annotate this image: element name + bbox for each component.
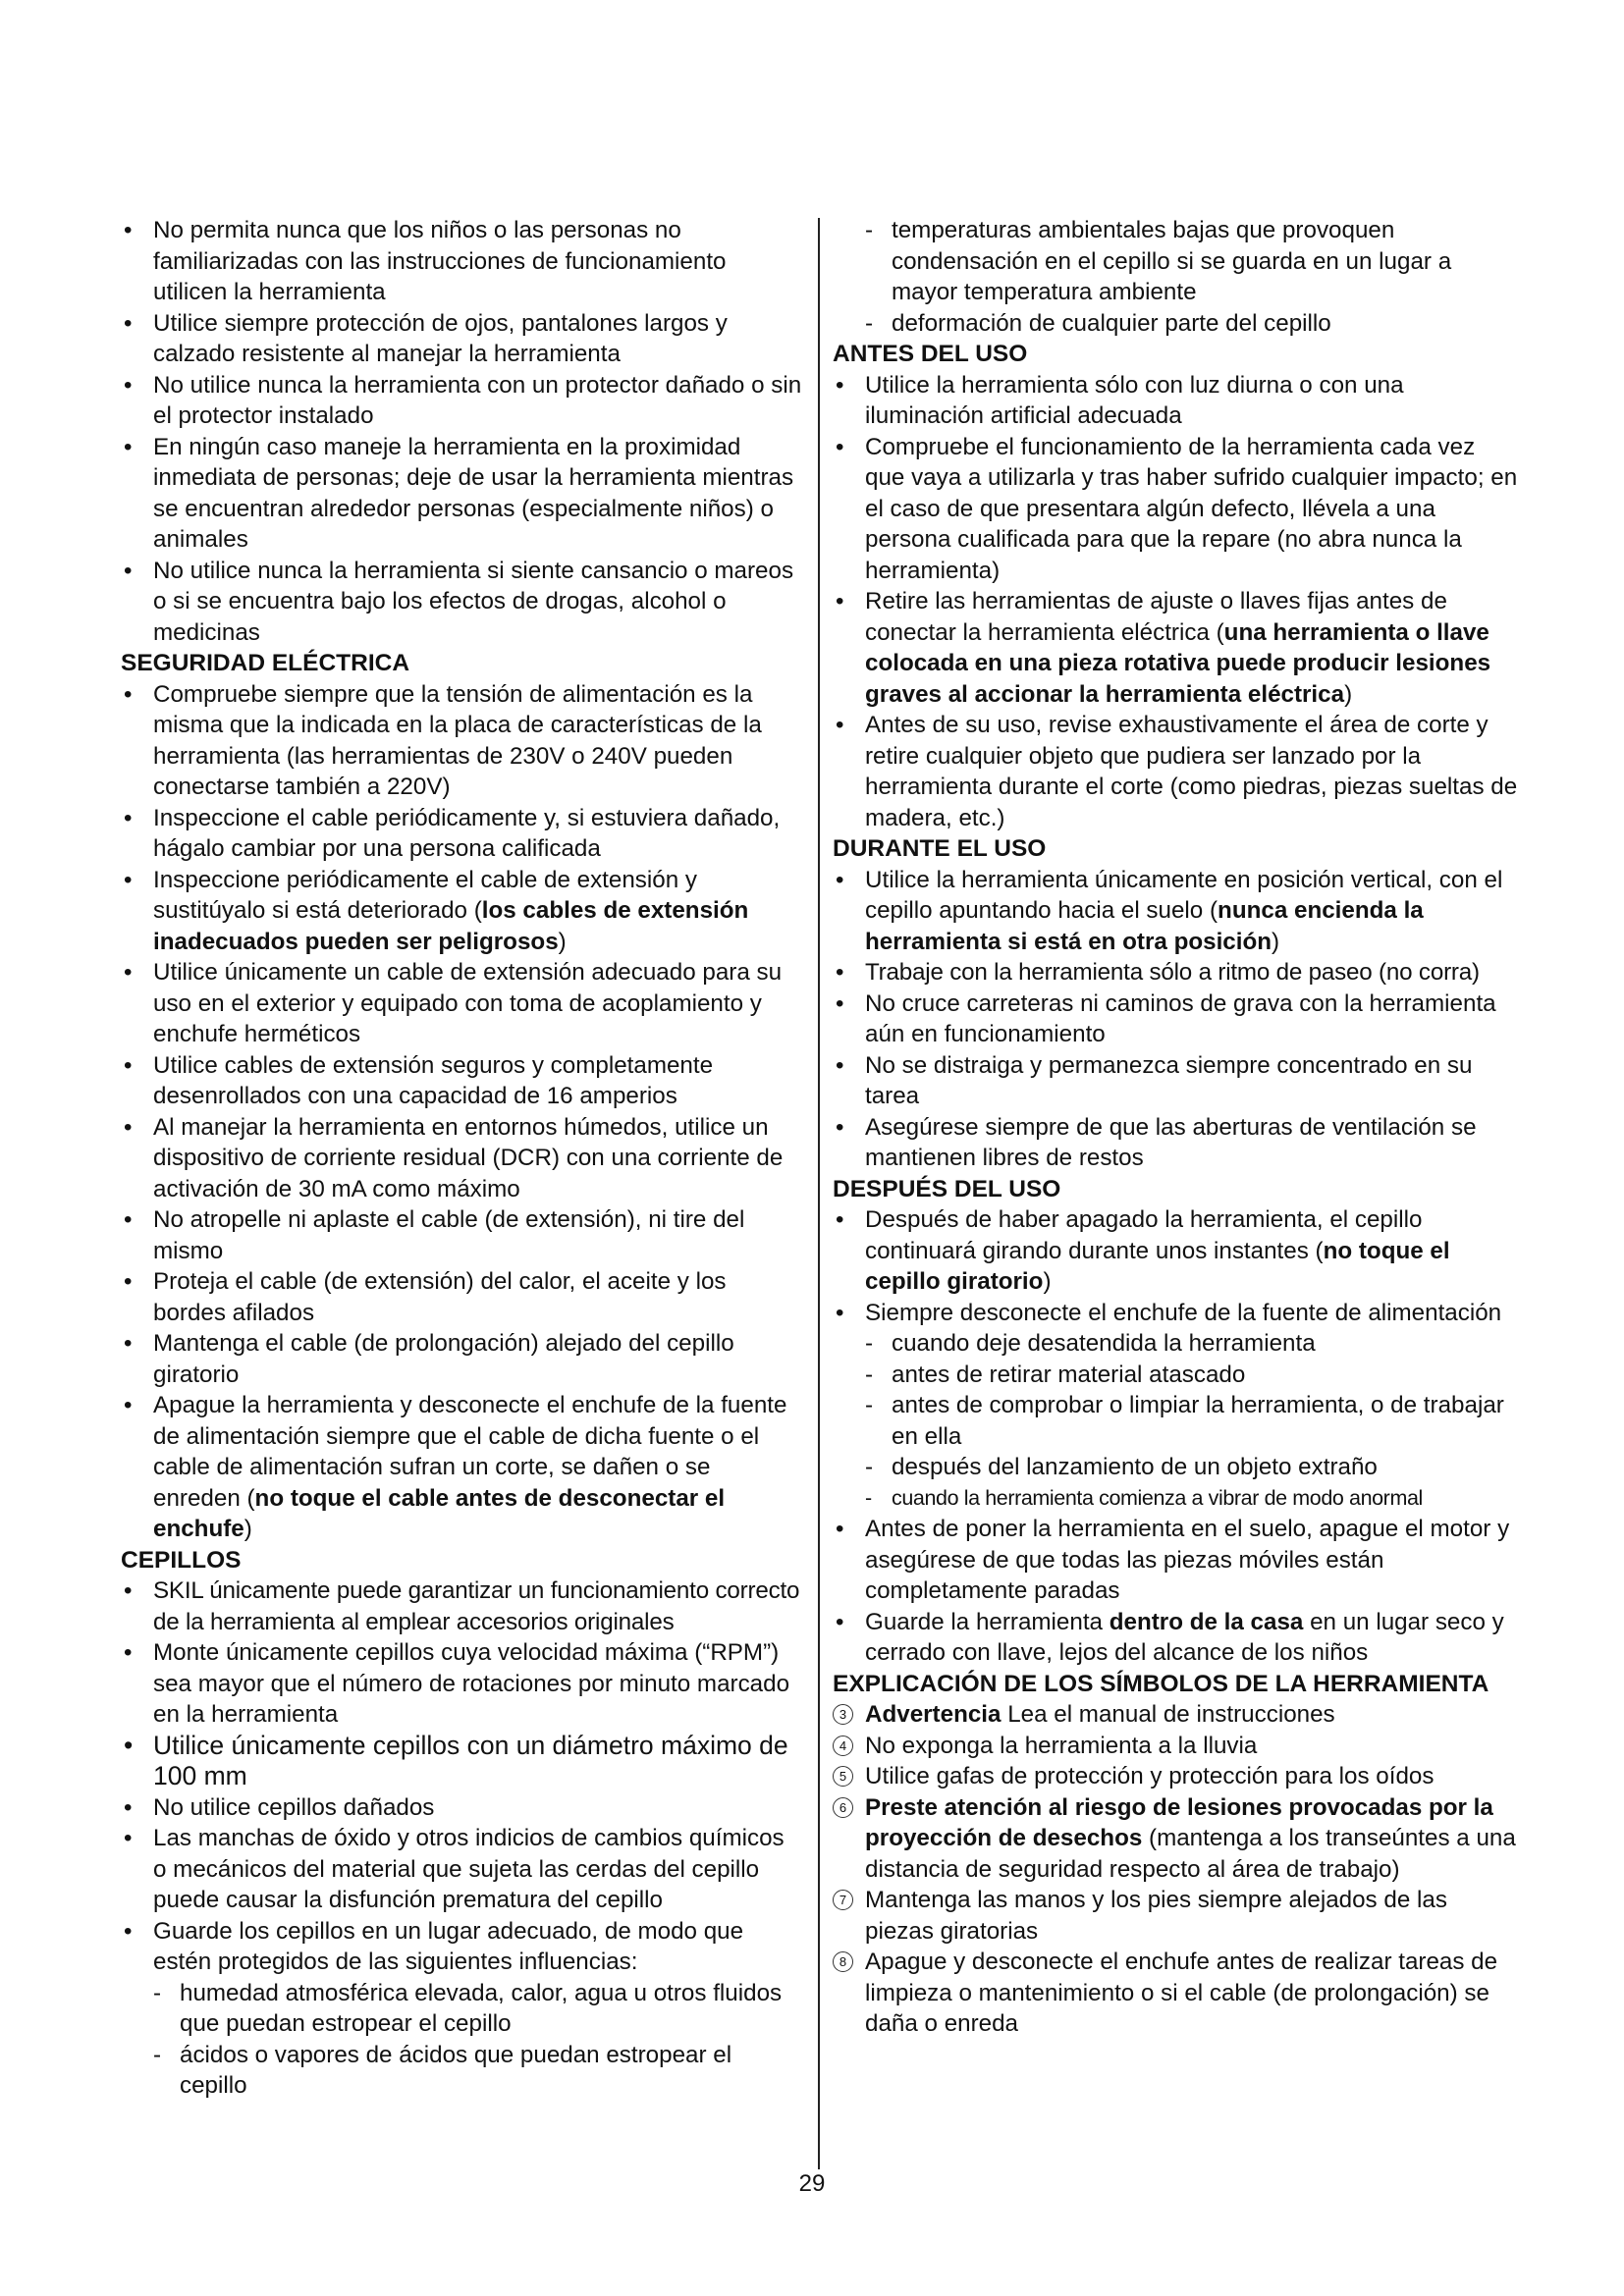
- sub-list-item: [121, 2040, 803, 2102]
- section-heading-antes-del-uso: ANTES DEL USO: [833, 341, 1028, 367]
- circled-number-icon: 8: [833, 1951, 853, 1972]
- item-text: cuando deje desatendida la herramienta: [892, 1330, 1316, 1357]
- section-heading-despues-del-uso: DESPUÉS DEL USO: [833, 1175, 1061, 1202]
- item-text: Guarde la herramienta: [865, 1608, 1110, 1635]
- item-text: deformación de cualquier parte del cepillo: [892, 309, 1331, 337]
- item-text: Mantenga el cable (de prolongación) alejado del cepillo giratorio: [153, 1330, 734, 1388]
- item-bold-text: los cables de extensión inadecuados pueden ser peligrosos: [153, 897, 749, 955]
- section-heading-simbolos: EXPLICACIÓN DE LOS SÍMBOLOS DE LA HERRAMIENTA: [833, 1670, 1489, 1697]
- item-text: después del lanzamiento de un objeto extraño: [892, 1454, 1378, 1480]
- list-item: [121, 865, 803, 958]
- list-item: [121, 1575, 803, 1637]
- item-text: Después de haber apagado la herramienta, el cepillo continuará girando durante unos instantes (: [865, 1206, 1423, 1264]
- right-column: [833, 215, 1520, 2040]
- list-item: [833, 710, 1520, 833]
- item-text: Antes de su uso, revise exhaustivamente el área de corte y retire cualquier objeto que pudiera ser lanzado por la herramienta durante el corte (como piedras, piezas sueltas de madera, etc.): [865, 712, 1518, 831]
- section-heading-durante-el-uso: DURANTE EL USO: [833, 835, 1047, 862]
- item-text: Utilice siempre protección de ojos, pantalones largos y calzado resistente al manejar la herramienta: [153, 309, 728, 367]
- list-item: [833, 957, 1520, 988]
- item-text: Retire las herramientas de ajuste o llaves fijas antes de conectar la herramienta eléctrica (: [865, 588, 1447, 646]
- sub-list-item: [833, 1483, 1520, 1515]
- circled-number-icon: 5: [833, 1766, 853, 1787]
- item-text: No cruce carreteras ni caminos de grava con la herramienta aún en funcionamiento: [865, 989, 1496, 1047]
- item-text: temperaturas ambientales bajas que provoquen condensación en el cepillo si se guarda en un lugar a mayor temperatura ambiente: [892, 217, 1452, 305]
- item-text: Inspeccione periódicamente el cable de extensión y sustitúyalo si está deteriorado (: [153, 866, 697, 924]
- item-text: No utilice cepillos dañados: [153, 1793, 435, 1821]
- sub-list-item: [833, 1452, 1520, 1483]
- list-item: [833, 1050, 1520, 1112]
- list-item: [833, 988, 1520, 1050]
- list-item: [121, 1266, 803, 1328]
- list-item: [121, 1731, 803, 1792]
- list-item: [121, 1050, 803, 1112]
- list-item: [121, 1328, 803, 1390]
- page-number: 29: [798, 2170, 826, 2197]
- item-text: No utilice nunca la herramienta con un protector dañado o sin el protector instalado: [153, 371, 802, 429]
- item-text: Antes de poner la herramienta en el suelo, apague el motor y asegúrese de que todas las piezas móviles están completamente paradas: [865, 1516, 1510, 1604]
- item-text: Al manejar la herramienta en entornos húmedos, utilice un dispositivo de corriente residual (DCR) con una corriente de activación de 30 mA como máximo: [153, 1113, 784, 1202]
- item-bold-text: dentro de la casa: [1109, 1608, 1304, 1635]
- item-text: Las manchas de óxido y otros indicios de cambios químicos o mecánicos del material que sujeta las cerdas del cepillo puede causar la disfunción prematura del cepillo: [153, 1825, 785, 1913]
- list-item: [121, 679, 803, 803]
- sub-list-item: [121, 1978, 803, 2040]
- item-text: No atropelle ni aplaste el cable (de extensión), ni tire del mismo: [153, 1206, 745, 1264]
- list-item: [121, 803, 803, 865]
- symbol-item: [833, 1699, 1520, 1731]
- item-text: ácidos o vapores de ácidos que puedan estropear el cepillo: [180, 2041, 732, 2099]
- item-text: Apague y desconecte el enchufe antes de realizar tareas de limpieza o mantenimiento o si el cable (de prolongación) se daña o enreda: [865, 1949, 1498, 2037]
- item-text: Compruebe el funcionamiento de la herramienta cada vez que vaya a utilizarla y tras haber sufrido cualquier impacto; en el caso de que presentara algún defecto, llévela a una persona cualificada para que la repare (no abra nunca la herramienta): [865, 433, 1518, 584]
- symbol-item: [833, 1885, 1520, 1947]
- item-text: No exponga la herramienta a la lluvia: [865, 1732, 1258, 1759]
- circled-number-icon: 4: [833, 1735, 853, 1756]
- item-text: Utilice cables de extensión seguros y completamente desenrollados con una capacidad de 16 amperios: [153, 1051, 714, 1109]
- list-item: [833, 865, 1520, 958]
- item-text: ): [1043, 1268, 1052, 1295]
- list-item: [121, 1823, 803, 1916]
- list-item: [121, 308, 803, 370]
- item-text: No permita nunca que los niños o las personas no familiarizadas con las instrucciones de funcionamiento utilicen la herramienta: [153, 217, 727, 305]
- list-item: [833, 1112, 1520, 1174]
- item-text: Utilice únicamente un cable de extensión adecuado para su uso en el exterior y equipado con toma de acoplamiento y enchufe herméticos: [153, 959, 783, 1047]
- item-text: (mantenga a los transeúntes a una distancia de seguridad respecto al área de trabajo): [865, 1825, 1516, 1883]
- list-item: [121, 1916, 803, 1978]
- left-column: [121, 215, 803, 2102]
- list-item: [833, 432, 1520, 587]
- item-text: Inspeccione el cable periódicamente y, si estuviera dañado, hágalo cambiar por una persona calificada: [153, 804, 781, 862]
- item-bold-text: nunca encienda la herramienta si está en otra posición: [865, 897, 1424, 955]
- item-text: antes de comprobar o limpiar la herramienta, o de trabajar en ella: [892, 1392, 1504, 1450]
- item-text: antes de retirar material atascado: [892, 1361, 1246, 1388]
- item-text: Guarde los cepillos en un lugar adecuado, de modo que estén protegidos de las siguientes influencias:: [153, 1917, 744, 1975]
- sub-list-item: [833, 215, 1520, 308]
- sub-list-item: [833, 1328, 1520, 1360]
- item-bold-text: no toque el cable antes de desconectar el enchufe: [153, 1484, 726, 1542]
- circled-number-icon: 3: [833, 1704, 853, 1725]
- circled-number-icon: 7: [833, 1890, 853, 1910]
- symbol-item: [833, 1761, 1520, 1792]
- list-item: [833, 586, 1520, 710]
- item-text: Trabaje con la herramienta sólo a ritmo de paseo (no corra): [865, 959, 1480, 986]
- list-item: [121, 1792, 803, 1824]
- item-text: Utilice únicamente cepillos con un diámetro máximo de 100 mm: [153, 1730, 788, 1790]
- list-item: [121, 1390, 803, 1545]
- item-text: En ningún caso maneje la herramienta en la proximidad inmediata de personas; deje de usar la herramienta mientras se encuentran alrededor personas (especialmente niños) o animales: [153, 433, 794, 553]
- list-item: [121, 370, 803, 432]
- item-text: ): [558, 928, 567, 955]
- symbol-item: [833, 1792, 1520, 1886]
- item-bold-text: Preste atención al riesgo de lesiones provocadas por la proyección de desechos: [865, 1793, 1493, 1851]
- item-text: humedad atmosférica elevada, calor, agua u otros fluidos que puedan estropear el cepillo: [180, 1979, 783, 2037]
- sub-list-item: [833, 1390, 1520, 1452]
- item-text: Apague la herramienta y desconecte el enchufe de la fuente de alimentación siempre que el cable de dicha fuente o el cable de alimentación sufran un corte, se dañen o se enreden (: [153, 1392, 787, 1512]
- item-text: No utilice nunca la herramienta si siente cansancio o mareos o si se encuentra bajo los efectos de drogas, alcohol o medicinas: [153, 557, 794, 646]
- item-text: Lea el manual de instrucciones: [1001, 1701, 1335, 1728]
- list-item: [121, 432, 803, 556]
- item-text: Utilice la herramienta únicamente en posición vertical, con el cepillo apuntando hacia el suelo (: [865, 866, 1503, 924]
- item-text: Compruebe siempre que la tensión de alimentación es la misma que la indicada en la placa de características de la herramienta (las herramientas de 230V o 240V pueden conectarse también a 220V): [153, 680, 762, 800]
- list-item: [833, 1607, 1520, 1669]
- list-item: [121, 957, 803, 1050]
- list-item: [121, 556, 803, 649]
- symbol-item: [833, 1947, 1520, 2040]
- item-text: cuando la herramienta comienza a vibrar de modo anormal: [892, 1485, 1423, 1510]
- column-divider: [818, 218, 820, 2169]
- item-text: ): [1272, 928, 1280, 955]
- item-bold-text: una herramienta o llave colocada en una pieza rotativa puede producir lesiones graves al accionar la herramienta eléctrica: [865, 618, 1491, 708]
- item-bold-text: no toque el cepillo giratorio: [865, 1237, 1450, 1295]
- list-item: [833, 1298, 1520, 1329]
- item-text: ): [1344, 680, 1353, 708]
- item-text: Asegúrese siempre de que las aberturas de ventilación se mantienen libres de restos: [865, 1113, 1477, 1171]
- item-text: ): [244, 1516, 252, 1542]
- item-text: Mantenga las manos y los pies siempre alejados de las piezas giratorias: [865, 1887, 1447, 1945]
- item-text: Utilice gafas de protección y protección para los oídos: [865, 1763, 1435, 1789]
- list-item: [833, 1204, 1520, 1298]
- sub-list-item: [833, 308, 1520, 340]
- list-item: [121, 1637, 803, 1731]
- list-item: [121, 215, 803, 308]
- item-text: No se distraiga y permanezca siempre concentrado en su tarea: [865, 1051, 1473, 1109]
- list-item: [121, 1112, 803, 1205]
- item-text: Utilice la herramienta sólo con luz diurna o con una iluminación artificial adecuada: [865, 371, 1404, 429]
- sub-list-item: [833, 1360, 1520, 1391]
- item-text: Monte únicamente cepillos cuya velocidad máxima (“RPM”) sea mayor que el número de rotaciones por minuto marcado en la herramienta: [153, 1639, 790, 1728]
- item-text: Siempre desconecte el enchufe de la fuente de alimentación: [865, 1299, 1502, 1326]
- item-bold-text: Advertencia: [865, 1701, 1001, 1728]
- circled-number-icon: 6: [833, 1797, 853, 1818]
- list-item: [833, 1514, 1520, 1607]
- item-text: SKIL únicamente puede garantizar un funcionamiento correcto de la herramienta al emplear accesorios originales: [153, 1577, 800, 1635]
- symbol-item: [833, 1731, 1520, 1762]
- section-heading-seguridad-electrica: SEGURIDAD ELÉCTRICA: [121, 650, 410, 676]
- list-item: [121, 1204, 803, 1266]
- item-text: Proteja el cable (de extensión) del calor, el aceite y los bordes afilados: [153, 1268, 727, 1326]
- list-item: [833, 370, 1520, 432]
- item-text: en un lugar seco y cerrado con llave, lejos del alcance de los niños: [865, 1608, 1504, 1666]
- section-heading-cepillos: CEPILLOS: [121, 1546, 242, 1574]
